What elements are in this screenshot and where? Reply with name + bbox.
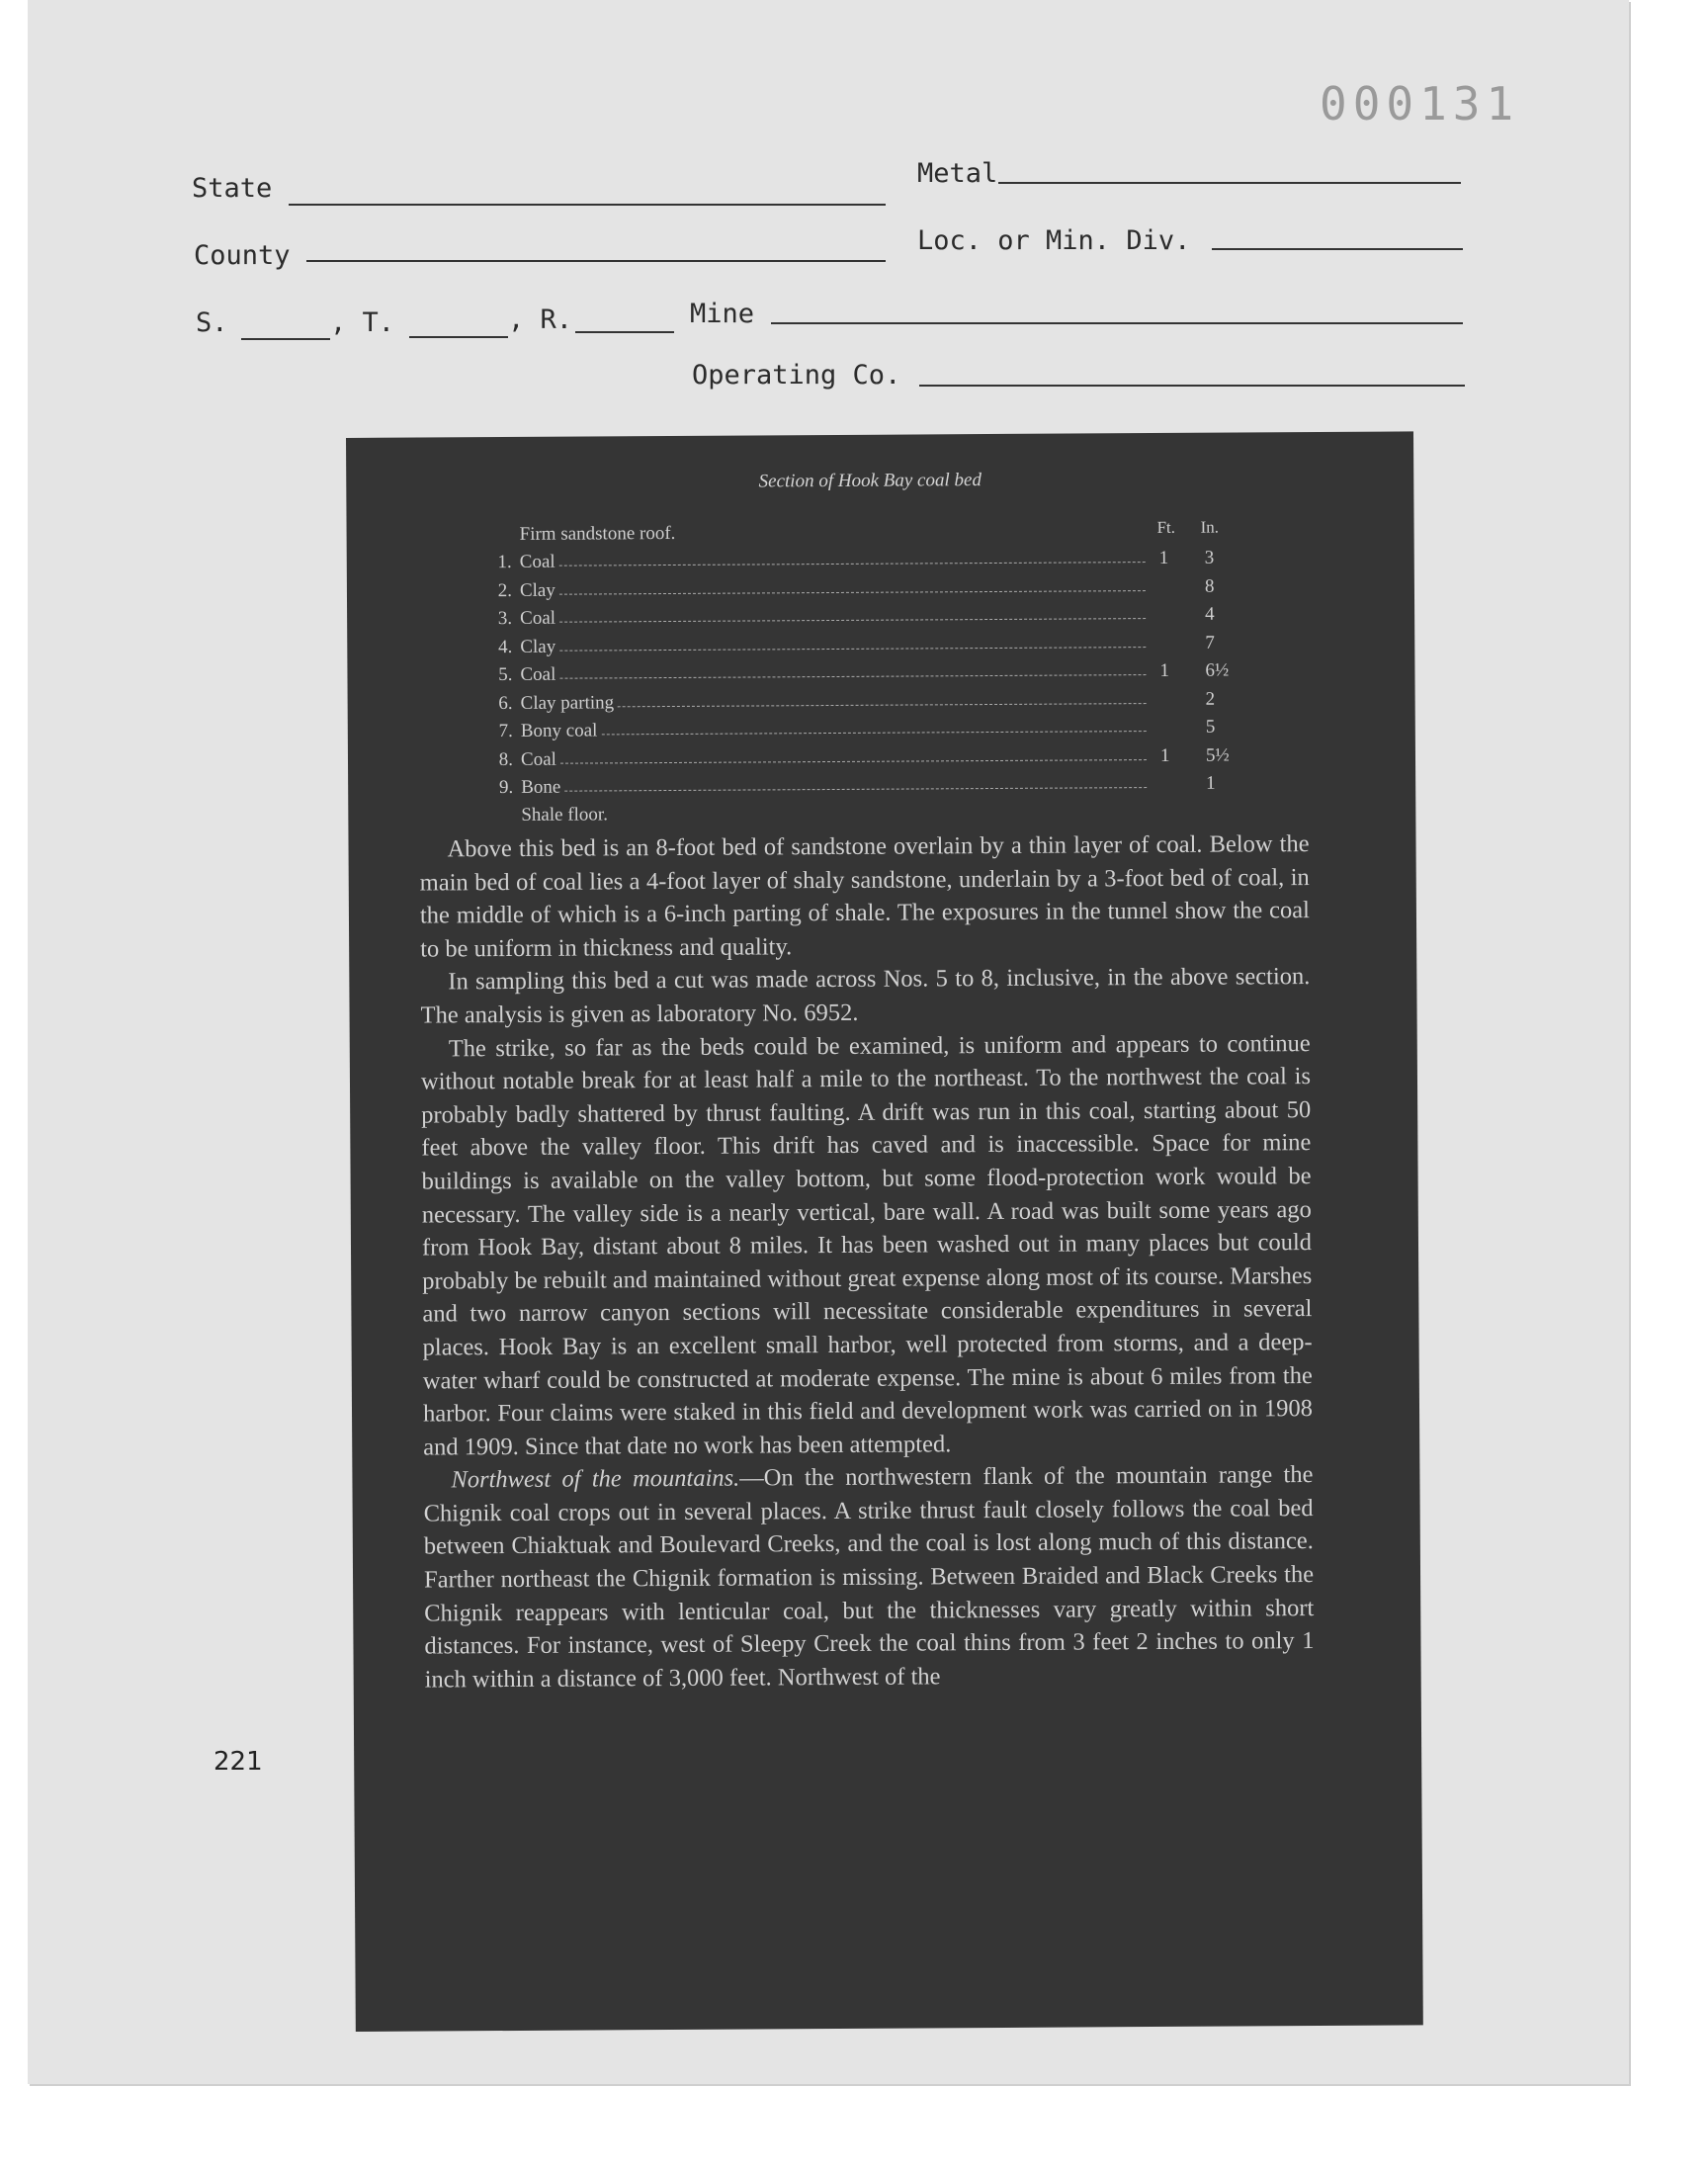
county-field-line[interactable] <box>306 260 886 262</box>
inches-value: 5 <box>1205 716 1216 738</box>
section-row <box>426 659 1237 692</box>
township-t-label: , T. <box>330 307 395 338</box>
row-number: 5. <box>498 663 513 686</box>
section-table-header <box>426 517 1237 545</box>
dot-leader <box>559 617 1146 623</box>
dot-leader <box>559 673 1146 679</box>
loc-field-line[interactable] <box>1212 248 1463 250</box>
section-row <box>427 744 1238 777</box>
feet-value: 1 <box>1159 744 1170 766</box>
mine-label: Mine <box>690 299 755 329</box>
dot-leader <box>559 589 1146 595</box>
state-label: State <box>192 173 273 204</box>
layer-name: Coal <box>520 748 556 770</box>
paragraph-text: —On the northwestern flank of the mountain range the Chignik coal crops out in several places. A strike thrust fault closely follows the coal bed between Chiaktuak and Boulevard Creeks, and the coal is lost along much of this distance. Farther northeast the Chignik formation is missing. Between Braided and Black Creeks the Chignik reappears with lenticular coal, but the thicknesses vary greatly within short distances. For instance, west of Sleepy Creek the coal thins from 3 feet 2 inches to only 1 inch within a distance of 3,000 feet. Northwest of the <box>423 1461 1315 1694</box>
feet-value: 1 <box>1159 659 1170 681</box>
layer-name: Bony coal <box>520 720 598 741</box>
operating-co-field-line[interactable] <box>919 385 1465 387</box>
paragraph: In sampling this bed a cut was made across Nos. 5 to 8, inclusive, in the above section. The analysis is given as laboratory No. 6952. <box>420 963 1311 1029</box>
dot-leader <box>618 702 1147 707</box>
mine-field-line[interactable] <box>771 322 1463 324</box>
page-number: 221 <box>214 1747 263 1777</box>
inches-value: 3 <box>1204 547 1215 568</box>
row-number: 8. <box>498 748 514 770</box>
coal-section-table <box>426 517 1237 826</box>
document-number: 000131 <box>1320 77 1520 130</box>
layer-name: Clay parting <box>520 691 615 714</box>
paragraph <box>423 1458 1314 1696</box>
article-body <box>419 827 1314 1696</box>
row-number: 1. <box>497 551 512 573</box>
layer-name: Coal <box>520 663 556 685</box>
row-number: 7. <box>498 720 513 742</box>
metal-label: Metal <box>917 158 998 189</box>
section-row <box>426 548 1237 580</box>
inches-value: 6½ <box>1205 659 1230 681</box>
section-row <box>426 603 1237 636</box>
dot-leader <box>559 561 1146 566</box>
row-number: 9. <box>498 776 514 799</box>
county-label: County <box>194 240 291 271</box>
row-number: 2. <box>497 579 513 601</box>
section-row <box>427 772 1238 805</box>
state-field-line[interactable] <box>289 204 886 206</box>
inches-value: 2 <box>1205 688 1216 710</box>
inches-value: 1 <box>1206 772 1216 794</box>
row-number: 3. <box>497 607 513 630</box>
roof-description: Firm sandstone roof. <box>519 522 676 545</box>
dot-leader <box>559 646 1146 652</box>
loc-label: Loc. or Min. Div. <box>917 225 1191 256</box>
section-row <box>426 632 1237 664</box>
inches-value: 5½ <box>1205 744 1230 766</box>
inches-value: 8 <box>1204 575 1215 597</box>
ft-column-header: Ft. <box>1156 517 1176 537</box>
paragraph: Above this bed is an 8-foot bed of sandstone overlain by a thin layer of coal. Below the main bed of coal lies a 4-foot layer of shaly sandstone, underlain by a 3-foot bed of coal, in the middle of which is a 6-inch parting of shale. The exposures in the tunnel show the coal to be uniform in thickness and quality. <box>419 830 1311 963</box>
section-row <box>426 575 1237 608</box>
dot-leader <box>601 730 1146 735</box>
layer-name: Clay <box>520 636 556 657</box>
section-title: Section of Hook Bay coal bed <box>758 470 982 492</box>
row-number: 6. <box>498 692 513 714</box>
section-row <box>427 716 1238 748</box>
paragraph: The strike, so far as the beds could be examined, is uniform and appears to continue without notable break for at least half a mile to the northeast. To the northwest the coal is probably badly shattered by thrust faulting. A drift was run in this coal, starting about 50 feet above the valley floor. This drift has caved and is inaccessible. Space for mine buildings is available on the valley bottom, but some flood-protection work would be necessary. The valley side is a nearly vertical, bare wall. A road was built some years ago from Hook Bay, distant about 8 miles. It has been washed out in many places but could probably be rebuilt and maintained without great expense along most of its course. Marshes and two narrow canyon sections will necessitate considerable expenditures in several places. Hook Bay is an excellent small harbor, well protected from storms, and a deep-water wharf could be constructed at moderate expense. The mine is about 6 miles from the harbor. Four claims were staked in this field and development work was carried on in 1908 and 1909. Since that date no work has been attempted. <box>420 1029 1314 1461</box>
in-column-header: In. <box>1200 517 1220 537</box>
section-s-label: S. <box>196 307 228 338</box>
operating-co-label: Operating Co. <box>692 360 901 391</box>
range-r-label: , R. <box>508 304 573 335</box>
paragraph-heading: Northwest of the mountains. <box>451 1464 740 1494</box>
layer-name: Clay <box>519 579 555 601</box>
row-number: 4. <box>497 636 513 657</box>
dot-leader <box>560 758 1147 764</box>
floor-description: Shale floor. <box>521 804 609 826</box>
layer-name: Bone <box>521 776 561 798</box>
dot-leader <box>564 786 1147 792</box>
layer-name: Coal <box>519 551 555 572</box>
section-s-field-line[interactable] <box>241 338 330 340</box>
feet-value: 1 <box>1158 547 1169 568</box>
metal-field-line[interactable] <box>998 182 1461 184</box>
inches-value: 7 <box>1205 632 1215 653</box>
township-t-field-line[interactable] <box>409 336 508 338</box>
section-row <box>427 688 1238 721</box>
text-clipping <box>346 431 1423 2032</box>
range-r-field-line[interactable] <box>575 331 674 333</box>
layer-name: Coal <box>520 607 556 629</box>
inches-value: 4 <box>1205 603 1215 625</box>
